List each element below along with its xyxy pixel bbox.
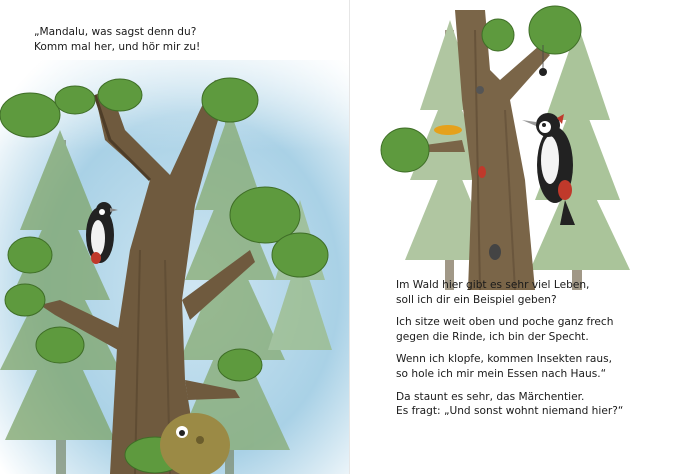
verse-line: so hole ich mir mein Essen nach Haus.“	[396, 367, 607, 380]
verse-line: Ich sitze weit oben und poche ganz frech	[396, 316, 614, 329]
verse-line: gegen die Rinde, ich bin der Specht.	[396, 330, 589, 343]
verse-line: Im Wald hier gibt es sehr viel Leben,	[396, 279, 590, 291]
stanza	[396, 390, 623, 419]
left-page-verse	[34, 25, 200, 54]
verse-line: Da staunt es sehr, das Märchentier.	[396, 390, 585, 403]
verse-line: soll ich dir ein Beispiel geben?	[396, 293, 557, 306]
forest-illustration-right	[350, 0, 700, 290]
stanza	[396, 315, 623, 344]
verse-line: Komm mal her, und hör mir zu!	[34, 40, 201, 53]
verse-line: Es fragt: „Und sonst wohnt niemand hier?“	[396, 405, 624, 418]
right-page-verse	[396, 278, 623, 427]
stanza	[396, 352, 623, 381]
right-page	[350, 0, 700, 474]
verse-line: Wenn ich klopfe, kommen Insekten raus,	[396, 353, 612, 366]
marchentier-creature	[160, 413, 230, 474]
stanza	[396, 278, 623, 307]
verse-line: „Mandalu, was sagst denn du?	[34, 26, 197, 38]
